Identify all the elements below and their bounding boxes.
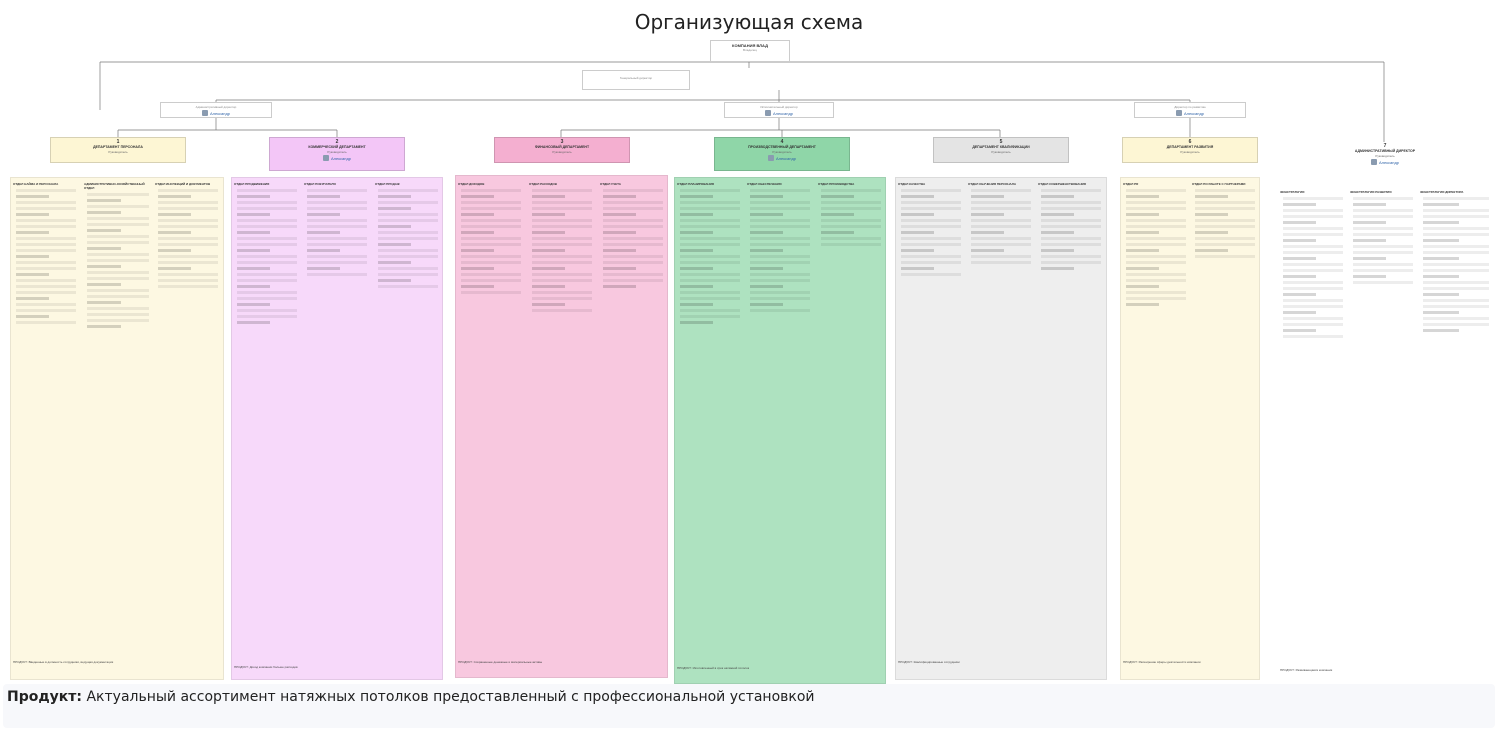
dept-number: 4 xyxy=(780,139,784,145)
director-person: Александр xyxy=(1183,110,1204,116)
product-statement xyxy=(7,689,815,705)
dept-product: ПРОДУКТ: Сохраненные денежные и материальные активы xyxy=(458,660,543,664)
section-title: ОТДЕЛ НАЙМА И ПЕРСОНАЛА xyxy=(13,182,59,186)
section-title: ОТДЕЛ УЧЕТА xyxy=(600,182,621,186)
dept-number: 2 xyxy=(335,139,339,145)
dept-subtitle: Руководитель xyxy=(772,150,792,154)
dept-number: 1 xyxy=(116,139,120,145)
product-text: Актуальный ассортимент натяжных потолков предоставленный с профессиональной установкой xyxy=(86,689,815,705)
department-header xyxy=(933,137,1069,163)
director-title: Административный директор xyxy=(195,105,237,109)
director-box xyxy=(724,102,834,118)
department-header xyxy=(50,137,186,163)
section-column xyxy=(155,182,221,622)
avatar xyxy=(1176,110,1182,116)
section-title: ОТДЕЛ ОБУЧЕНИЯ ПЕРСОНАЛА xyxy=(968,182,1017,186)
section-title: АДМИНИСТРАТИВНО-ХОЗЯЙСТВЕННЫЙ ОТДЕЛ xyxy=(84,182,145,190)
page-title: Организующая схема xyxy=(634,10,864,34)
section-title: ОТДЕЛ КАЧЕСТВА xyxy=(898,182,926,186)
dept-number: 3 xyxy=(560,139,564,145)
section-column xyxy=(747,182,813,622)
dept-product: ПРОДУКТ: Доход компании больше расходов xyxy=(234,665,298,669)
director-title: Исполнительный директор xyxy=(760,105,798,109)
dept-product: ПРОДУКТ: Расширение сферы деятельности компании xyxy=(1123,660,1201,664)
department-header xyxy=(1122,137,1258,163)
section-column xyxy=(375,182,441,622)
section-title: ФИНСТРАТЕГИЯ xyxy=(1280,190,1305,194)
dept-subtitle: Руководитель xyxy=(108,150,128,154)
section-title: ФИНСТРАТЕГИЯ РАЗВИТИЯ xyxy=(1350,190,1392,194)
dept-title: КОММЕРЧЕСКИЙ ДЕПАРТАМЕНТ xyxy=(308,145,366,149)
department-header xyxy=(494,137,630,163)
section-column xyxy=(13,182,79,622)
section-title: ОТДЕЛ ПО РАБОТЕ С ПАРТНЕРАМИ xyxy=(1192,182,1246,186)
avatar xyxy=(202,110,208,116)
dept-title: АДМИНИСТРАТИВНЫЙ ДИРЕКТОР xyxy=(1354,149,1416,153)
dept-number: 5 xyxy=(999,139,1003,145)
company-subtitle: Владелец xyxy=(743,48,757,52)
section-column xyxy=(304,182,370,622)
section-title: ОТДЕЛ ПРОДВИЖЕНИЯ xyxy=(234,182,270,186)
section-title: ОТДЕЛ PR xyxy=(1123,182,1139,186)
section-column xyxy=(1192,182,1258,622)
dept-subtitle: Руководитель xyxy=(1375,154,1395,158)
dept-product: ПРОДУКТ: Развивающаяся компания xyxy=(1280,668,1333,672)
dept-subtitle: Руководитель xyxy=(991,150,1011,154)
avatar xyxy=(323,155,329,161)
ceo-title: Генеральный директор xyxy=(619,76,653,80)
section-title: ОТДЕЛ ИНСПЕКЦИЙ И ДОКУМЕНТОВ xyxy=(155,182,211,186)
section-title: ОТДЕЛ СОВЕРШЕНСТВОВАНИЯ xyxy=(1038,182,1086,186)
section-column xyxy=(1038,182,1104,622)
section-column xyxy=(234,182,300,622)
product-label: Продукт: xyxy=(7,689,83,705)
section-title: ОТДЕЛ ОБЕСПЕЧЕНИЯ xyxy=(747,182,782,186)
avatar xyxy=(1371,159,1377,165)
section-title: ОТДЕЛ ПРОДАЖ xyxy=(375,182,400,186)
section-title: ОТДЕЛ РАСХОДОВ xyxy=(529,182,557,186)
section-column xyxy=(1420,190,1492,650)
department-header xyxy=(1330,142,1440,168)
dept-product: ПРОДУКТ: Изготовленный в срок натяжной потолок xyxy=(677,666,750,670)
section-column xyxy=(898,182,964,622)
section-column xyxy=(1280,190,1346,650)
director-person: Александр xyxy=(209,110,230,116)
director-person: Александр xyxy=(772,110,793,116)
section-column xyxy=(529,182,595,622)
dept-number: 6 xyxy=(1188,139,1192,145)
section-title: ОТДЕЛ ПОКУПАТЕЛЯ xyxy=(304,182,336,186)
department-header xyxy=(714,137,850,171)
department-header xyxy=(269,137,405,171)
dept-subtitle: Руководитель xyxy=(1180,150,1200,154)
section-column xyxy=(1123,182,1189,622)
dept-person: Александр xyxy=(775,155,796,161)
dept-title: ФИНАНСОВЫЙ ДЕПАРТАМЕНТ xyxy=(534,145,590,149)
dept-title: ДЕПАРТАМЕНТ РАЗВИТИЯ xyxy=(1166,145,1214,149)
section-column xyxy=(1350,190,1416,650)
section-title: ОТДЕЛ ПРОИЗВОДСТВА xyxy=(818,182,855,186)
section-column xyxy=(677,182,743,622)
section-title: ОТДЕЛ ДОХОДОВ xyxy=(458,182,485,186)
dept-person: Александр xyxy=(1378,159,1399,165)
dept-title: ПРОИЗВОДСТВЕННЫЙ ДЕПАРТАМЕНТ xyxy=(748,145,816,149)
dept-product: ПРОДУКТ: Введенные в должность сотрудники, ведущая документация xyxy=(13,660,114,664)
avatar xyxy=(768,155,774,161)
section-column xyxy=(600,182,666,622)
section-column xyxy=(818,182,884,622)
ceo-box xyxy=(582,70,690,90)
company-box xyxy=(710,40,790,62)
dept-number: 7 xyxy=(1383,143,1387,149)
product-bar xyxy=(3,684,1495,728)
director-box xyxy=(1134,102,1246,118)
dept-subtitle: Руководитель xyxy=(327,150,347,154)
dept-product: ПРОДУКТ: Квалифицированные сотрудники xyxy=(898,660,960,664)
section-column xyxy=(458,182,524,622)
director-box xyxy=(160,102,272,118)
section-title: ОТДЕЛ ПЛАНИРОВАНИЯ xyxy=(677,182,714,186)
section-title: ФИНСТРАТЕГИЯ ДИРЕКТОРА xyxy=(1420,190,1464,194)
section-column xyxy=(84,182,152,622)
dept-title: ДЕПАРТАМЕНТ КВАЛИФИКАЦИИ xyxy=(972,145,1030,149)
company-title: КОМПАНИЯ ВЛАД xyxy=(732,43,768,48)
section-column xyxy=(968,182,1034,622)
dept-subtitle: Руководитель xyxy=(552,150,572,154)
dept-title: ДЕПАРТАМЕНТ ПЕРСОНАЛА xyxy=(93,145,143,149)
director-title: Директор по развитию xyxy=(1174,105,1206,109)
dept-person: Александр xyxy=(330,155,351,161)
avatar xyxy=(765,110,771,116)
